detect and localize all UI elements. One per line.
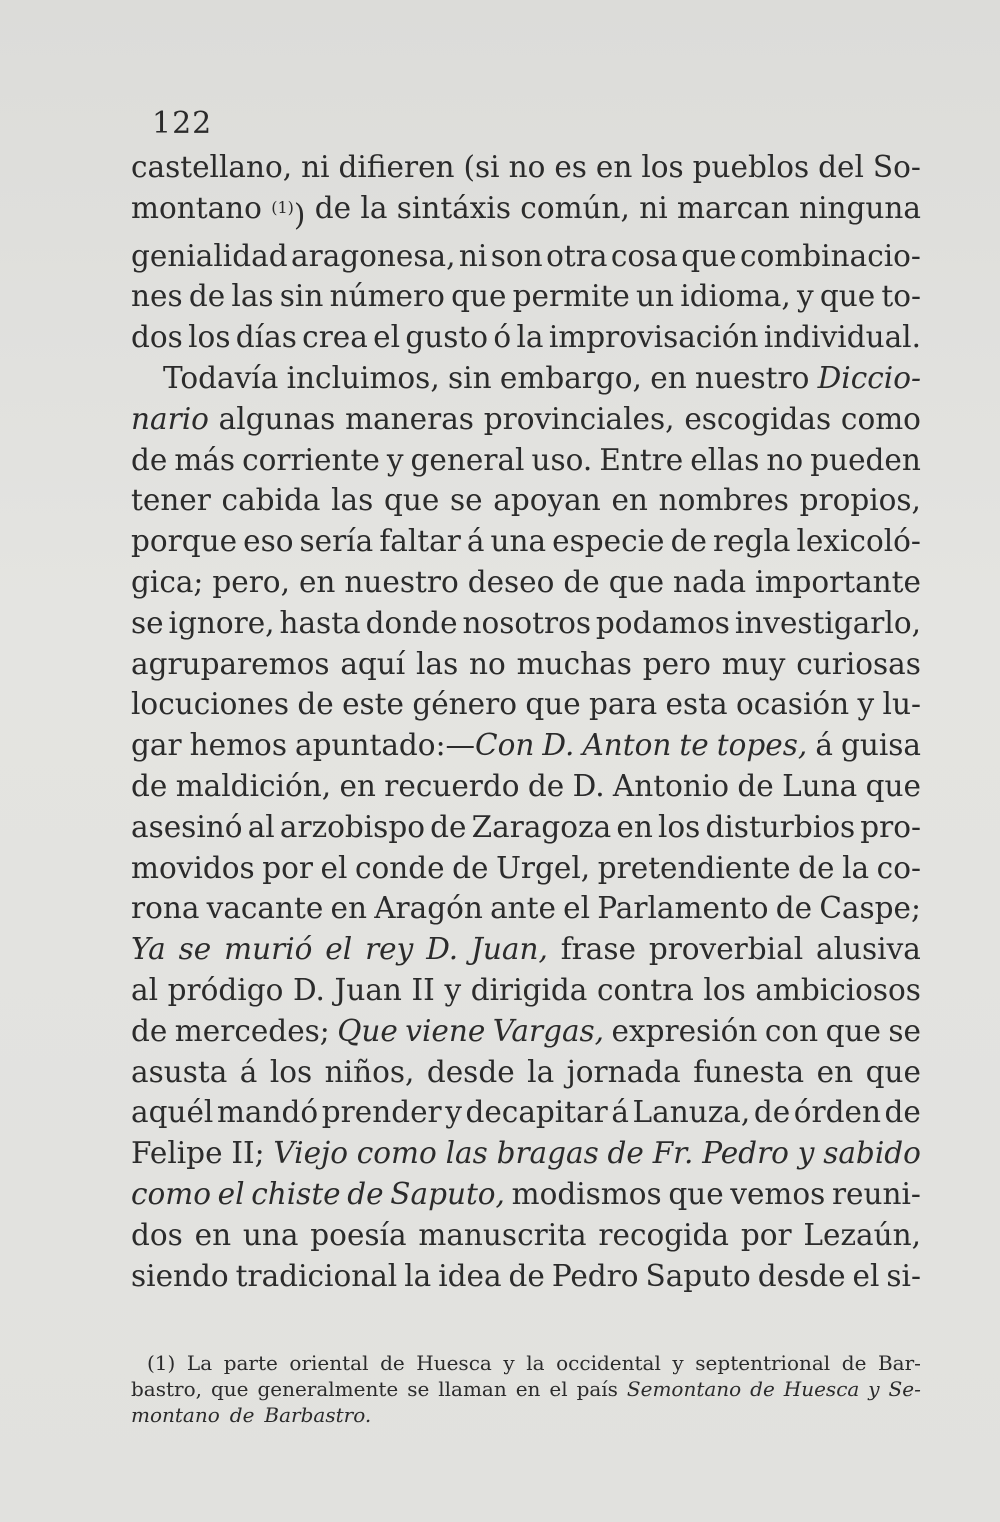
text-line: Ya se murió el rey D. Juan, frase proverbial alusiva [131, 932, 921, 967]
text-line: asusta á los niños, desde la jornada funesta en que [131, 1054, 921, 1089]
text-line: tener cabida las que se apoyan en nombres propios, [131, 483, 921, 518]
text-line: de más corriente y general uso. Entre ellas no pueden [131, 442, 921, 477]
text-line: aquél mandó prender y decapitar á Lanuza, de órden de [131, 1095, 921, 1130]
text-line: dos en una poesía manuscrita recogida por Lezaún, [131, 1217, 921, 1252]
text-line: locuciones de este género que para esta ocasión y lu- [131, 687, 921, 722]
text-line: de mercedes; Que viene Vargas, expresión con que se [131, 1013, 921, 1048]
footnote-line: montano de Barbastro. [131, 1403, 372, 1427]
page-number: 122 [152, 106, 213, 141]
text-line: nario algunas maneras provinciales, escogidas como [131, 401, 921, 436]
text-line: al pródigo D. Juan II y dirigida contra los ambiciosos [131, 972, 921, 1007]
footnote-line: (1) La parte oriental de Huesca y la occidental y septentrional de Bar- [147, 1351, 921, 1375]
text-line: se ignore, hasta donde nosotros podamos investigarlo, [131, 605, 921, 640]
text-line: siendo tradicional la idea de Pedro Saputo desde el si- [131, 1258, 921, 1293]
text-line: de maldición, en recuerdo de D. Antonio de Luna que [131, 768, 921, 803]
text-line: Todavía incluimos, sin embargo, en nuestro Diccio- [163, 360, 921, 395]
text-line: montano $^{(1)}$) de la sintáxis común, ni marcan ninguna [131, 190, 921, 232]
text-line: dos los días crea el gusto ó la improvisación individual. [131, 320, 921, 355]
text-line: como el chiste de Saputo, modismos que vemos reuni- [131, 1176, 921, 1211]
text-line: nes de las sin número que permite un idioma, y que to- [131, 279, 921, 314]
text-line: porque eso sería faltar á una especie de regla lexicoló- [131, 524, 921, 559]
footnotes [131, 1350, 921, 1428]
footnote-line: bastro, que generalmente se llaman en el país Semontano de Huesca y Se- [131, 1377, 921, 1401]
text-line: rona vacante en Aragón ante el Parlamento de Caspe; [131, 891, 921, 926]
text-line: agruparemos aquí las no muchas pero muy curiosas [131, 646, 921, 681]
text-line: asesinó al arzobispo de Zaragoza en los disturbios pro- [131, 809, 921, 844]
text-line: gica; pero, en nuestro deseo de que nada importante [131, 564, 921, 599]
text-line: genialidad aragonesa, ni son otra cosa que combinacio- [131, 238, 921, 273]
text-line: movidos por el conde de Urgel, pretendiente de la co- [131, 850, 921, 885]
text-line: Felipe II; Viejo como las bragas de Fr. Pedro y sabido [131, 1136, 921, 1171]
text-line: gar hemos apuntado:—Con D. Anton te topes, á guisa [131, 728, 921, 763]
text-line: castellano, ni difieren (si no es en los pueblos del So- [131, 150, 921, 184]
body-text [131, 147, 921, 1296]
